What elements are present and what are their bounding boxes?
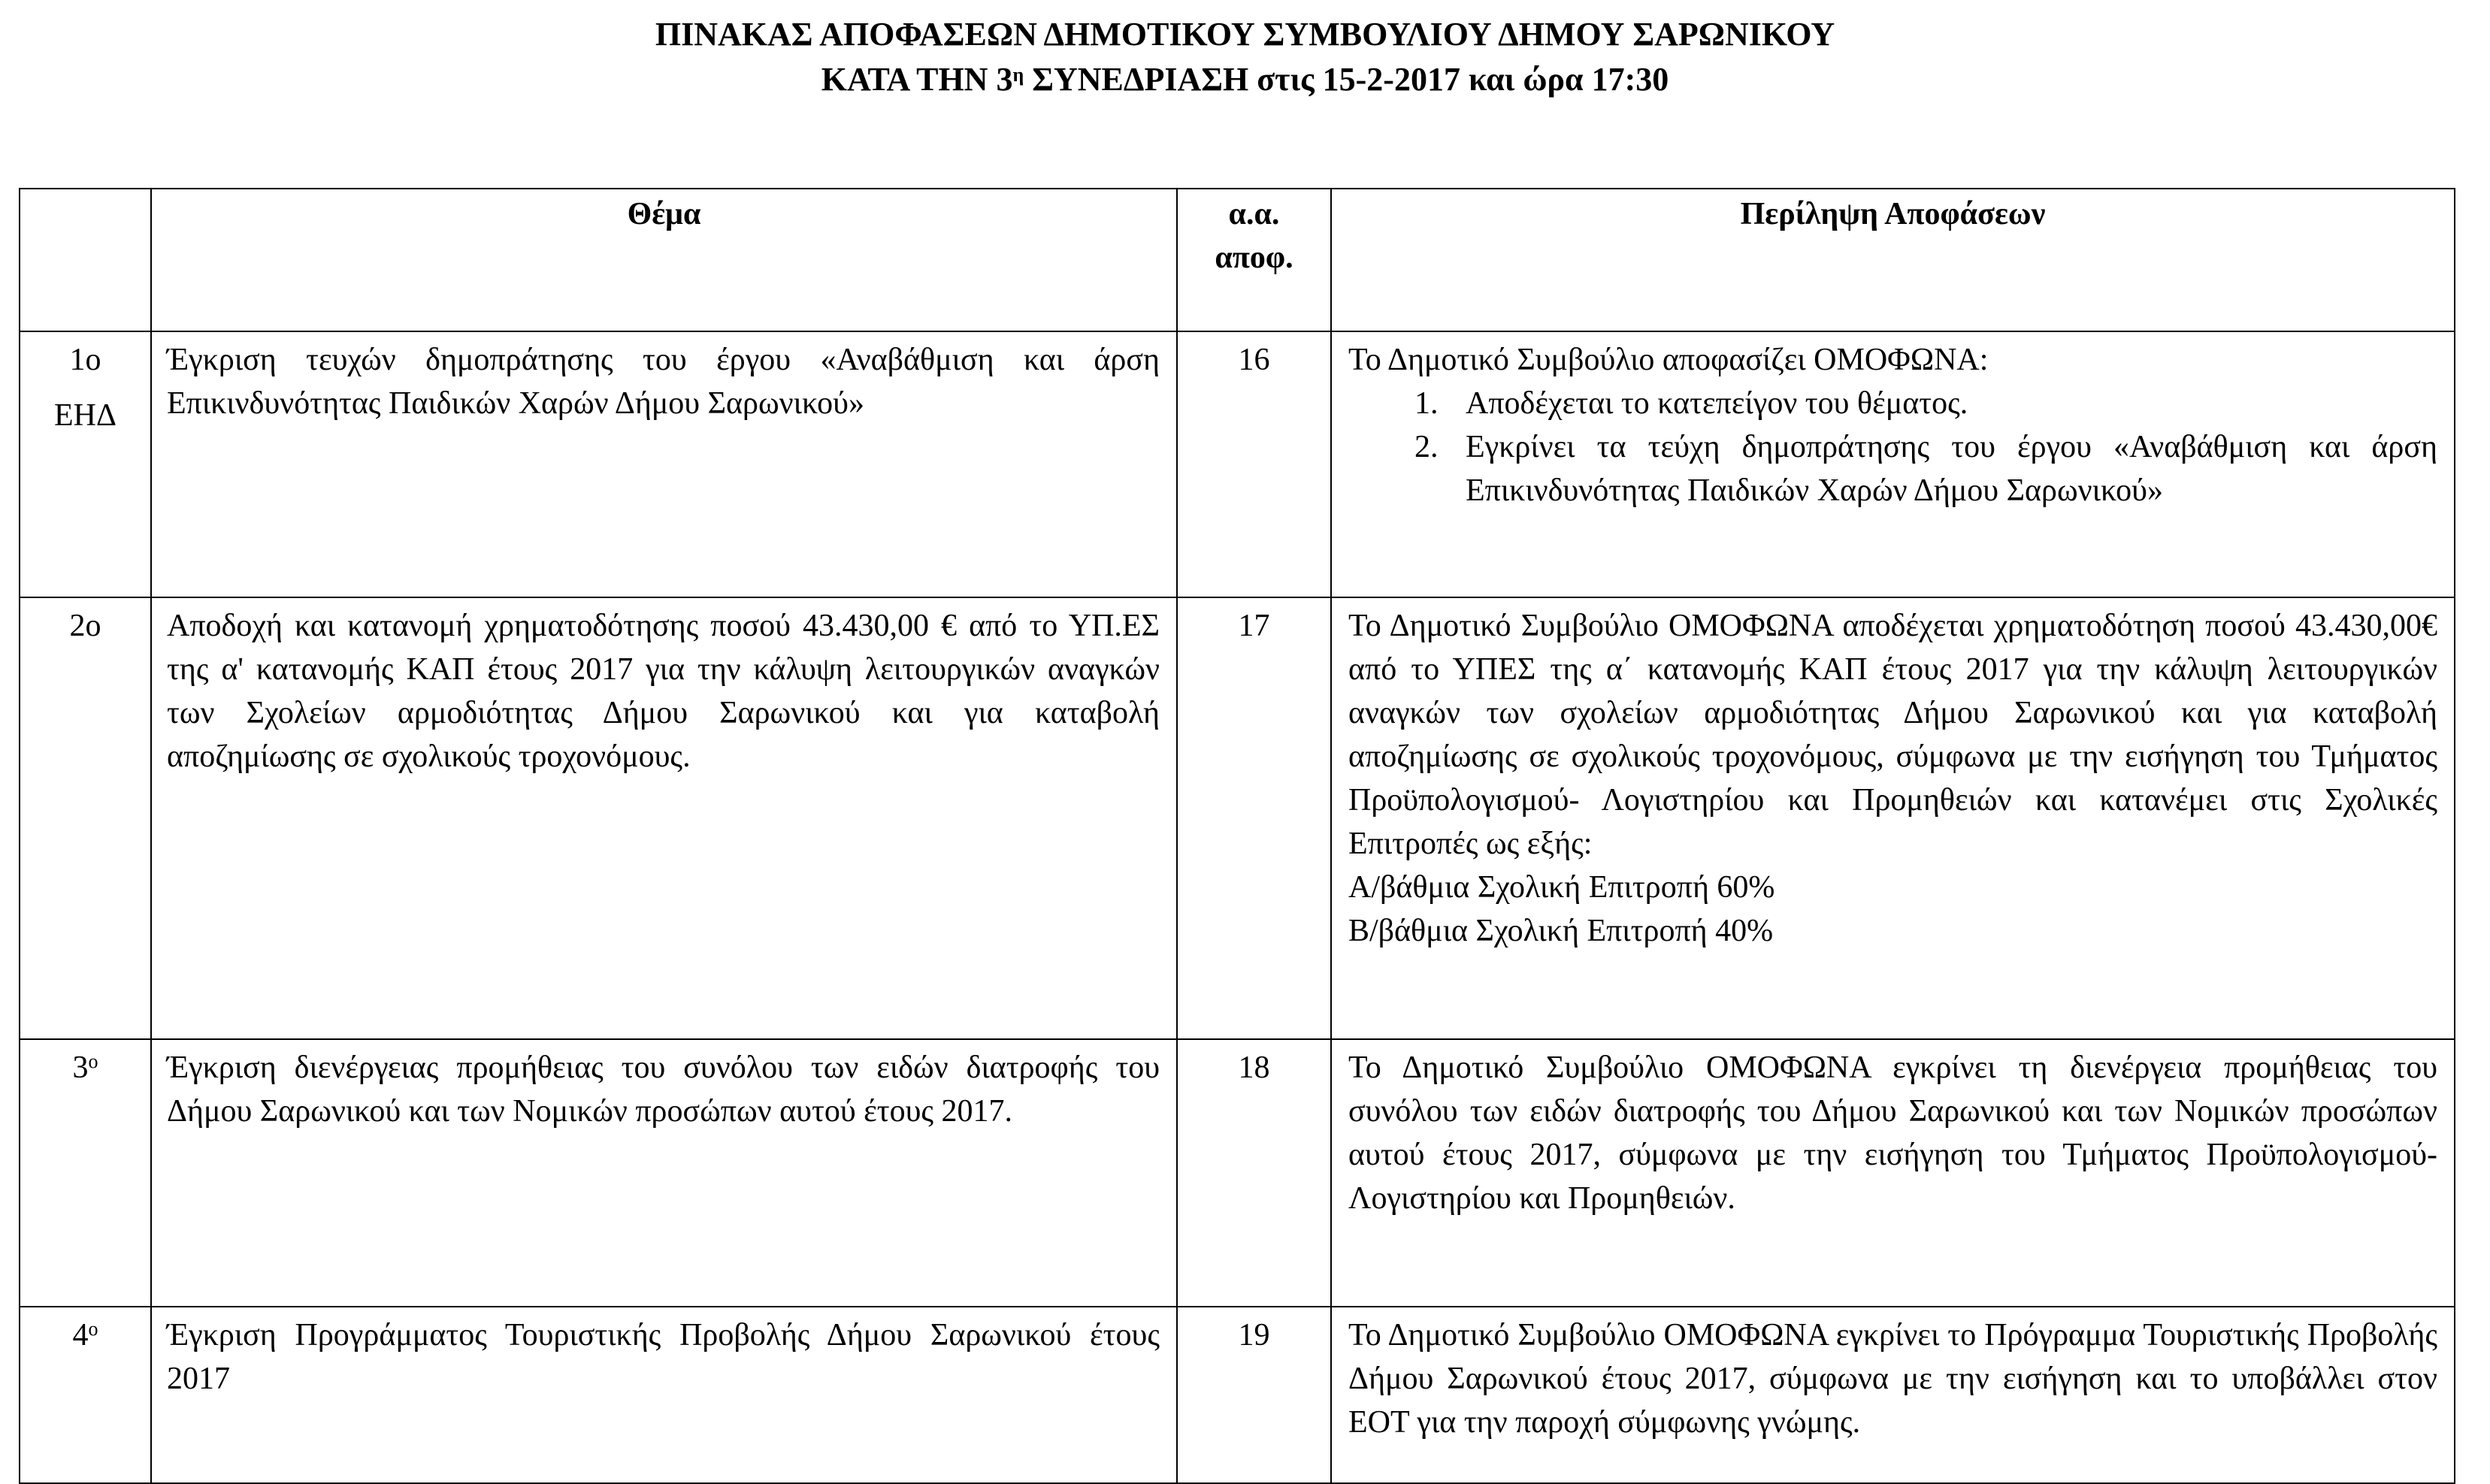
row-number-note: ΕΗΔ: [54, 398, 116, 433]
row-decision-number: 17: [1177, 597, 1331, 1039]
row-summary: Το Δημοτικό Συμβούλιο ΟΜΟΦΩΝΑ εγκρίνει τη διενέργεια προμήθειας του συνόλου των ειδών διατροφής του Δήμου Σαρωνικού και των Νομικών προσώπων αυτού έτους 2017, σύμφωνα με την εισήγηση του Τμήματος Προϋπολογισμού- Λογιστηρίου και Προμηθειών.: [1331, 1039, 2455, 1307]
row-decision-number: 16: [1177, 331, 1331, 597]
summary-line: Β/βάθμια Σχολική Επιτροπή 40%: [1348, 914, 1774, 948]
document-subtitle: [0, 57, 2490, 102]
row-number: 1ο: [69, 343, 101, 377]
row-number: 3: [72, 1050, 89, 1085]
document-title: ΠΙΝΑΚΑΣ ΑΠΟΦΑΣΕΩΝ ΔΗΜΟΤΙΚΟΥ ΣΥΜΒΟΥΛΙΟΥ ΔΗΜΟΥ ΣΑΡΩΝΙΚΟΥ: [655, 16, 1835, 53]
table-row: [20, 597, 2455, 1039]
row-number: 2ο: [69, 609, 101, 643]
row-theme: Αποδοχή και κατανομή χρηματοδότησης ποσού 43.430,00 € από το ΥΠ.ΕΣ της α' κατανομής ΚΑΠ έτους 2017 για την κάλυψη λειτουργικών αναγκών των Σχολείων αρμοδιότητας Δήμου Σαρωνικού και για καταβολή αποζημίωσης σε σχολικούς τροχονόμους.: [151, 597, 1177, 1039]
table-row: [20, 1307, 2455, 1483]
row-decision-number: 19: [1177, 1307, 1331, 1483]
row-theme: Έγκριση τευχών δημοπράτησης του έργου «Αναβάθμιση και άρση Επικινδυνότητας Παιδικών Χαρών Δήμου Σαρωνικού»: [151, 331, 1177, 597]
header-aa-line1: α.α.: [1228, 197, 1280, 231]
summary-intro: Το Δημοτικό Συμβούλιο αποφασίζει ΟΜΟΦΩΝΑ:: [1348, 343, 1989, 377]
summary-text: Το Δημοτικό Συμβούλιο ΟΜΟΦΩΝΑ αποδέχεται χρηματοδότηση ποσού 43.430,00€ από το ΥΠΕΣ της α΄ κατανομής ΚΑΠ έτους 2017 για την κάλυψη λειτουργικών αναγκών των σχολείων αρμοδιότητας Δήμου Σαρωνικού και για καταβολή αποζημίωσης σε σχολικούς τροχονόμους, σύμφωνα με την εισήγηση του Τμήματος Προϋπολογισμού- Λογιστηρίου και Προμηθειών και κατανέμει στις Σχολικές Επιτροπές ως εξής:: [1348, 609, 2437, 861]
row-theme: Έγκριση διενέργειας προμήθειας του συνόλου των ειδών διατροφής του Δήμου Σαρωνικού και των Νομικών προσώπων αυτού έτους 2017.: [151, 1039, 1177, 1307]
row-theme: Έγκριση Προγράμματος Τουριστικής Προβολής Δήμου Σαρωνικού έτους 2017: [151, 1307, 1177, 1483]
row-summary: [1331, 331, 2455, 597]
table-header-row: [20, 189, 2455, 331]
decisions-table: [19, 188, 2455, 1484]
row-number-cell: [20, 331, 151, 597]
header-cell-theme: Θέμα: [151, 189, 1177, 331]
summary-list-item: 2. Εγκρίνει τα τεύχη δημοπράτησης του έργου «Αναβάθμιση και άρση Επικινδυνότητας Παιδικών Χαρών Δήμου Σαρωνικού»: [1446, 425, 2437, 512]
header-cell-aa: [1177, 189, 1331, 331]
header-aa-line2: αποφ.: [1215, 240, 1293, 275]
summary-list-item: 1. Αποδέχεται το κατεπείγον του θέματος.: [1446, 382, 2437, 425]
row-number-cell: [20, 1039, 151, 1307]
table-row: [20, 1039, 2455, 1307]
row-number-cell: [20, 1307, 151, 1483]
subtitle-part-2: ΣΥΝΕΔΡΙΑΣΗ στις 15-2-2017 και ώρα 17:30: [1024, 61, 1669, 98]
summary-line: Α/βάθμια Σχολική Επιτροπή 60%: [1348, 870, 1775, 905]
summary-list: [1348, 382, 2437, 512]
header-cell-number: [20, 189, 151, 331]
header-cell-summary: Περίληψη Αποφάσεων: [1331, 189, 2455, 331]
row-number-superscript: ο: [88, 1050, 98, 1072]
row-number-superscript: ο: [88, 1318, 98, 1340]
row-number: 4: [72, 1318, 89, 1353]
table-row: [20, 331, 2455, 597]
subtitle-part-1: ΚΑΤΑ ΤΗΝ 3: [821, 61, 1013, 98]
subtitle-superscript: η: [1012, 64, 1024, 86]
row-summary: Το Δημοτικό Συμβούλιο ΟΜΟΦΩΝΑ εγκρίνει το Πρόγραμμα Τουριστικής Προβολής Δήμου Σαρωνικού έτους 2017, σύμφωνα με την εισήγηση και το υποβάλλει στον ΕΟΤ για την παροχή σύμφωνης γνώμης.: [1331, 1307, 2455, 1483]
row-number-cell: [20, 597, 151, 1039]
row-summary: [1331, 597, 2455, 1039]
row-decision-number: 18: [1177, 1039, 1331, 1307]
